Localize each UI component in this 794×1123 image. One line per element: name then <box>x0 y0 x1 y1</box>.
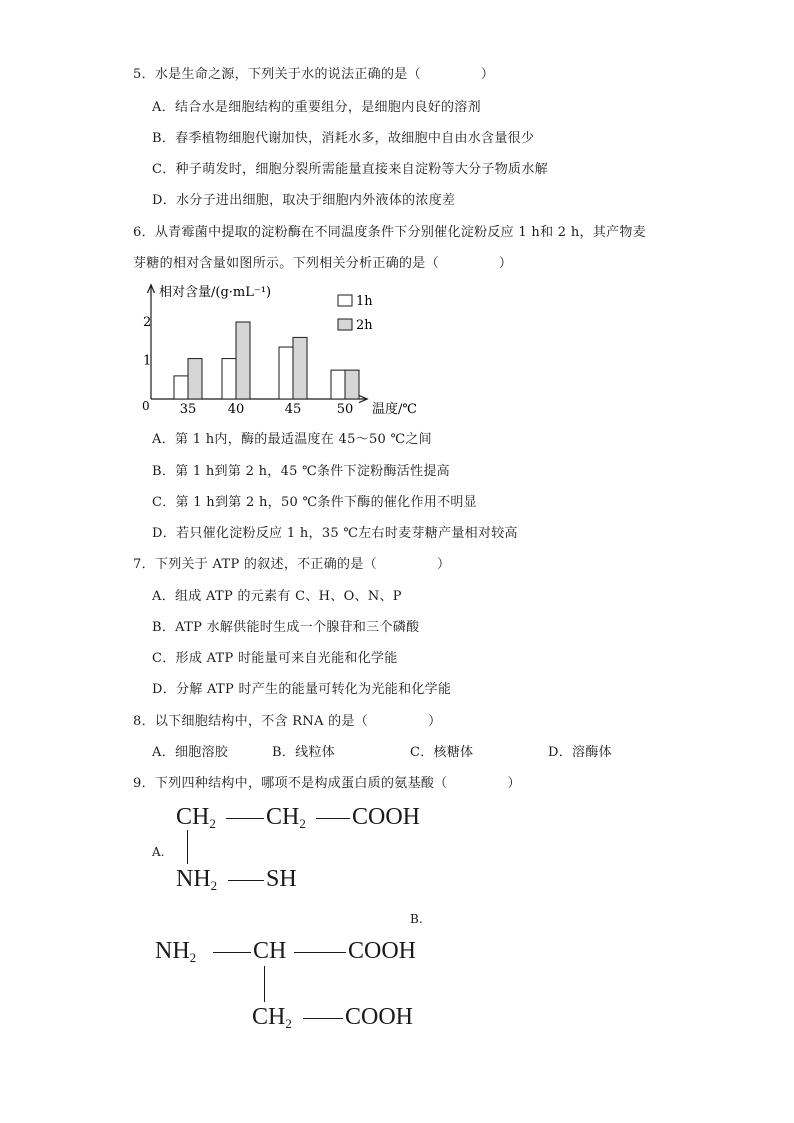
q7-option-a: A．组成 ATP 的元素有 C、H、O、N、P <box>152 589 402 604</box>
question-9-stem: 9．下列四种结构中，哪项不是构成蛋白质的氨基酸（ ） <box>133 776 521 791</box>
bar-2h-50 <box>345 370 359 399</box>
struct-a-bond-vertical <box>187 830 188 864</box>
struct-b-ch: CH <box>253 938 287 964</box>
struct-a-label: A. <box>152 845 165 859</box>
x-tick-label-45: 45 <box>284 402 302 417</box>
struct-b-bond-1 <box>213 952 251 953</box>
struct-b-label: B. <box>410 912 423 926</box>
question-8-stem: 8．以下细胞结构中，不含 RNA 的是（ ） <box>133 714 442 729</box>
legend-swatch-2h <box>338 319 352 330</box>
x-axis-label: 温度/℃ <box>372 402 417 417</box>
q6-option-a: A．第 1 h内，酶的最适温度在 45～50 ℃之间 <box>152 432 432 447</box>
struct-a-sh: SH <box>266 866 297 892</box>
x-tick-label-35: 35 <box>179 402 197 417</box>
chart-legend <box>338 294 373 333</box>
struct-a-ch2-first: $CH_2$ <box>176 804 216 831</box>
y-tick-label-1: 1 <box>143 353 152 369</box>
q5-option-d: D．水分子进出细胞，取决于细胞内外液体的浓度差 <box>152 193 456 208</box>
q7-option-c: C．形成 ATP 时能量可来自光能和化学能 <box>152 651 398 666</box>
y-tick-label-2: 2 <box>143 315 152 330</box>
bar-2h-45 <box>293 337 307 399</box>
q8-option-c: C．核糖体 <box>410 745 474 760</box>
question-6-stem-line2: 芽糖的相对含量如图所示。下列相关分析正确的是（ ） <box>133 256 513 271</box>
question-5-stem: 5．水是生命之源，下列关于水的说法正确的是（ ） <box>133 67 495 82</box>
q7-option-b: B．ATP 水解供能时生成一个腺苷和三个磷酸 <box>152 620 420 635</box>
legend-label-1h: 1h <box>356 294 373 309</box>
y-axis-label: 相对含量/(g·mL⁻¹) <box>159 285 272 300</box>
q8-option-a: A．细胞溶胶 <box>152 745 229 760</box>
bar-2h-40 <box>236 322 250 399</box>
question-7-stem: 7．下列关于 ATP 的叙述，不正确的是（ ） <box>133 557 451 572</box>
struct-a-nh2: $NH_2$ <box>176 866 218 893</box>
struct-b-bond-2 <box>294 952 346 953</box>
legend-label-2h: 2h <box>356 318 373 333</box>
struct-a-bond-2 <box>316 818 350 819</box>
q8-option-d: D．溶酶体 <box>548 745 612 760</box>
struct-b-bond-vertical <box>264 966 265 1002</box>
q5-option-a: A．结合水是细胞结构的重要组分，是细胞内良好的溶剂 <box>152 100 481 115</box>
q6-option-d: D．若只催化淀粉反应 1 h，35 ℃左右时麦芽糖产量相对较高 <box>152 526 518 541</box>
q8-option-b: B．线粒体 <box>272 745 336 760</box>
bar-1h-45 <box>279 347 293 399</box>
question-6-stem-line1: 6．从青霉菌中提取的淀粉酶在不同温度条件下分别催化淀粉反应 1 h和 2 h，其产物麦 <box>133 225 646 240</box>
bar-2h-35 <box>188 359 202 399</box>
bar-1h-40 <box>222 359 236 399</box>
bar-1h-35 <box>174 376 188 399</box>
struct-b-cooh2: COOH <box>345 1004 414 1030</box>
struct-b-nh2: $NH_2$ <box>155 938 197 965</box>
x-tick-label-50: 50 <box>336 402 354 417</box>
maltose-content-bar-chart <box>140 280 440 420</box>
bar-1h-50 <box>331 370 345 399</box>
x-tick-label-40: 40 <box>227 402 245 417</box>
struct-b-bond-3 <box>303 1018 343 1019</box>
legend-swatch-1h <box>338 295 352 306</box>
q5-option-c: C．种子萌发时，细胞分裂所需能量直接来自淀粉等大分子物质水解 <box>152 162 548 177</box>
q7-option-d: D．分解 ATP 时产生的能量可转化为光能和化学能 <box>152 682 452 697</box>
q6-option-c: C．第 1 h到第 2 h，50 ℃条件下酶的催化作用不明显 <box>152 495 477 510</box>
struct-a-cooh: COOH <box>352 804 421 830</box>
struct-a-bond-3 <box>228 880 264 881</box>
struct-a-ch2-second: $CH_2$ <box>266 804 306 831</box>
q6-option-b: B．第 1 h到第 2 h，45 ℃条件下淀粉酶活性提高 <box>152 464 450 479</box>
struct-a-bond-1 <box>226 818 264 819</box>
origin-label: 0 <box>142 399 150 413</box>
q5-option-b: B．春季植物细胞代谢加快，消耗水多，故细胞中自由水含量很少 <box>152 131 535 146</box>
struct-b-cooh: COOH <box>348 938 417 964</box>
struct-b-ch2: $CH_2$ <box>252 1004 292 1031</box>
